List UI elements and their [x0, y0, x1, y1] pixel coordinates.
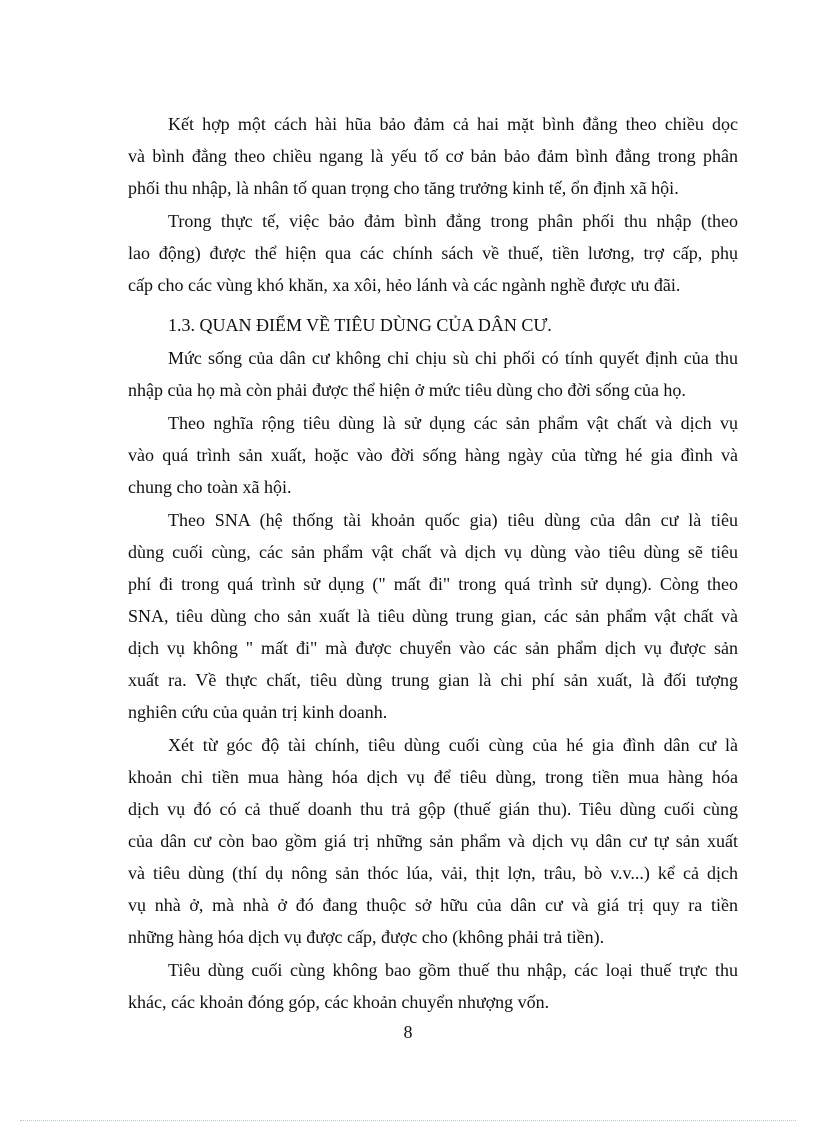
paragraph	[128, 205, 738, 301]
text-line: Trong thực tế, việc bảo đảm bình đẳng trong phân phối thu nhập (theo	[168, 211, 738, 231]
text-line: Theo nghĩa rộng tiêu dùng là sử dụng các sản phẩm vật chất và dịch vụ	[168, 413, 738, 433]
text-line: dùng cuối cùng, các sản phẩm vật chất và dịch vụ dùng vào tiêu dùng sẽ tiêu	[128, 542, 738, 562]
document-body	[128, 108, 738, 1019]
text-line: SNA, tiêu dùng cho sản xuất là tiêu dùng trung gian, các sản phẩm vật chất và	[128, 606, 738, 626]
paragraph	[128, 342, 738, 406]
text-line: khác, các khoản đóng góp, các khoản chuyển nhượng vốn.	[128, 992, 550, 1012]
text-line: chung cho toàn xã hội.	[128, 477, 292, 497]
text-line: vụ nhà ở, mà nhà ở đó đang thuộc sở hữu của dân cư và giá trị quy ra tiền	[128, 895, 738, 915]
text-line: khoản chi tiền mua hàng hóa dịch vụ để tiêu dùng, trong tiền mua hàng hóa	[128, 767, 738, 787]
text-line: phối thu nhập, là nhân tố quan trọng cho tăng trưởng kinh tế, ổn định xã hội.	[128, 178, 679, 198]
text-line: Mức sống của dân cư không chỉ chịu sù chi phối có tính quyết định của thu	[168, 348, 738, 368]
page-bottom-border	[20, 1120, 796, 1121]
text-line: vào quá trình sản xuất, hoặc vào đời sống hàng ngày của từng hé gia đình và	[128, 445, 738, 465]
text-line: cấp cho các vùng khó khăn, xa xôi, hẻo lánh và các ngành nghề được ưu đãi.	[128, 275, 681, 295]
paragraph	[128, 729, 738, 953]
text-line: lao động) được thể hiện qua các chính sách về thuế, tiền lương, trợ cấp, phụ	[128, 243, 738, 263]
text-line: 1.3. QUAN ĐIỂM VỀ TIÊU DÙNG CỦA DÂN CƯ.	[168, 315, 552, 335]
text-line: xuất ra. Về thực chất, tiêu dùng trung gian là chi phí sản xuất, là đối tượng	[128, 670, 738, 690]
paragraph	[128, 504, 738, 728]
text-line: dịch vụ không " mất đi" mà được chuyển vào các sản phẩm dịch vụ được sản	[128, 638, 738, 658]
text-line: Theo SNA (hệ thống tài khoản quốc gia) tiêu dùng của dân cư là tiêu	[168, 510, 738, 530]
text-line: Xét từ góc độ tài chính, tiêu dùng cuối cùng của hé gia đình dân cư là	[168, 735, 738, 755]
text-line: những hàng hóa dịch vụ được cấp, được cho (không phải trả tiền).	[128, 927, 605, 947]
text-line: Tiêu dùng cuối cùng không bao gồm thuế thu nhập, các loại thuế trực thu	[168, 960, 738, 980]
text-line: nhập của họ mà còn phải được thể hiện ở mức tiêu dùng cho đời sống của họ.	[128, 380, 686, 400]
text-line: Kết hợp một cách hài hũa bảo đảm cả hai mặt bình đẳng theo chiều dọc	[168, 114, 738, 134]
text-line: của dân cư còn bao gồm giá trị những sản phẩm và dịch vụ dân cư tự sản xuất	[128, 831, 738, 851]
text-line: nghiên cứu của quản trị kinh doanh.	[128, 702, 388, 722]
paragraph	[128, 108, 738, 204]
text-line: và bình đẳng theo chiều ngang là yếu tố cơ bản bảo đảm bình đẳng trong phân	[128, 146, 738, 166]
text-line: phí đi trong quá trình sử dụng (" mất đi" trong quá trình sử dụng). Còng theo	[128, 574, 738, 594]
section-heading	[128, 309, 738, 341]
page-number: 8	[403, 1022, 413, 1042]
paragraph	[128, 407, 738, 503]
text-line: dịch vụ đó có cả thuế doanh thu trả gộp (thuế gián thu). Tiêu dùng cuối cùng	[128, 799, 738, 819]
text-line: và tiêu dùng (thí dụ nông sản thóc lúa, vải, thịt lợn, trâu, bò v.v...) kể cả dịch	[128, 863, 738, 883]
paragraph	[128, 954, 738, 1018]
